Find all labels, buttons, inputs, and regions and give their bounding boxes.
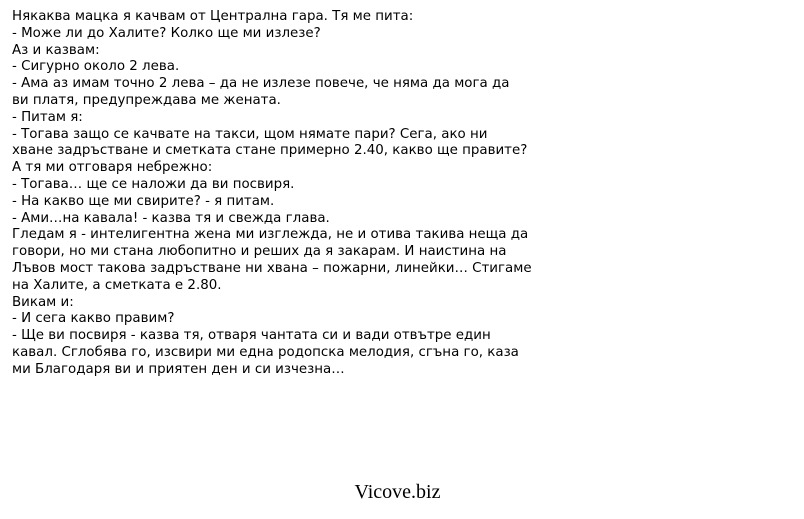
text-line: ми Благодаря ви и приятен ден и си изчезна… [12, 361, 345, 377]
text-line: - Питам я: [12, 109, 83, 125]
text-line: хване задръстване и сметката стане примерно 2.40, какво ще правите? [12, 143, 528, 159]
text-line: - Ама аз имам точно 2 лева – да не излезе повече, че няма да мога да [12, 76, 510, 92]
text-line: на Халите, а сметката е 2.80. [12, 277, 222, 293]
joke-text [12, 9, 592, 379]
text-line: Лъвов мост такова задръстване ни хвана – пожарни, линейки… Стигаме [12, 260, 532, 276]
text-line: - Ще ви посвиря - казва тя, отваря чантата си и вади отвътре един [12, 328, 491, 344]
text-line: - Може ли до Халите? Колко ще ми излезе? [12, 25, 321, 41]
text-line: А тя ми отговаря небрежно: [12, 160, 213, 176]
text-line: ви платя, предупреждава ме жената. [12, 92, 281, 108]
text-line: - Тогава защо се качвате на такси, щом нямате пари? Сега, ако ни [12, 126, 488, 142]
text-line: - На какво ще ми свирите? - я питам. [12, 193, 275, 209]
text-line: - И сега какво правим? [12, 311, 175, 327]
text-line: Викам и: [12, 294, 74, 310]
text-line: кавал. Сглобява го, изсвири ми една родопска мелодия, сгъна го, каза [12, 344, 519, 360]
text-line: - Ами…на кавала! - казва тя и свежда глава. [12, 210, 330, 226]
text-line: Аз и казвам: [12, 42, 100, 58]
text-line: говори, но ми стана любопитно и реших да я закарам. И наистина на [12, 244, 507, 260]
site-watermark: Vicove.biz [354, 481, 441, 503]
text-line: - Сигурно около 2 лева. [12, 59, 180, 75]
text-line: - Тогава… ще се наложи да ви посвиря. [12, 176, 295, 192]
text-line: Гледам я - интелигентна жена ми изглежда, не и отива такива неща да [12, 227, 529, 243]
text-line: Някаква мацка я качвам от Централна гара. Тя ме пита: [12, 9, 414, 24]
